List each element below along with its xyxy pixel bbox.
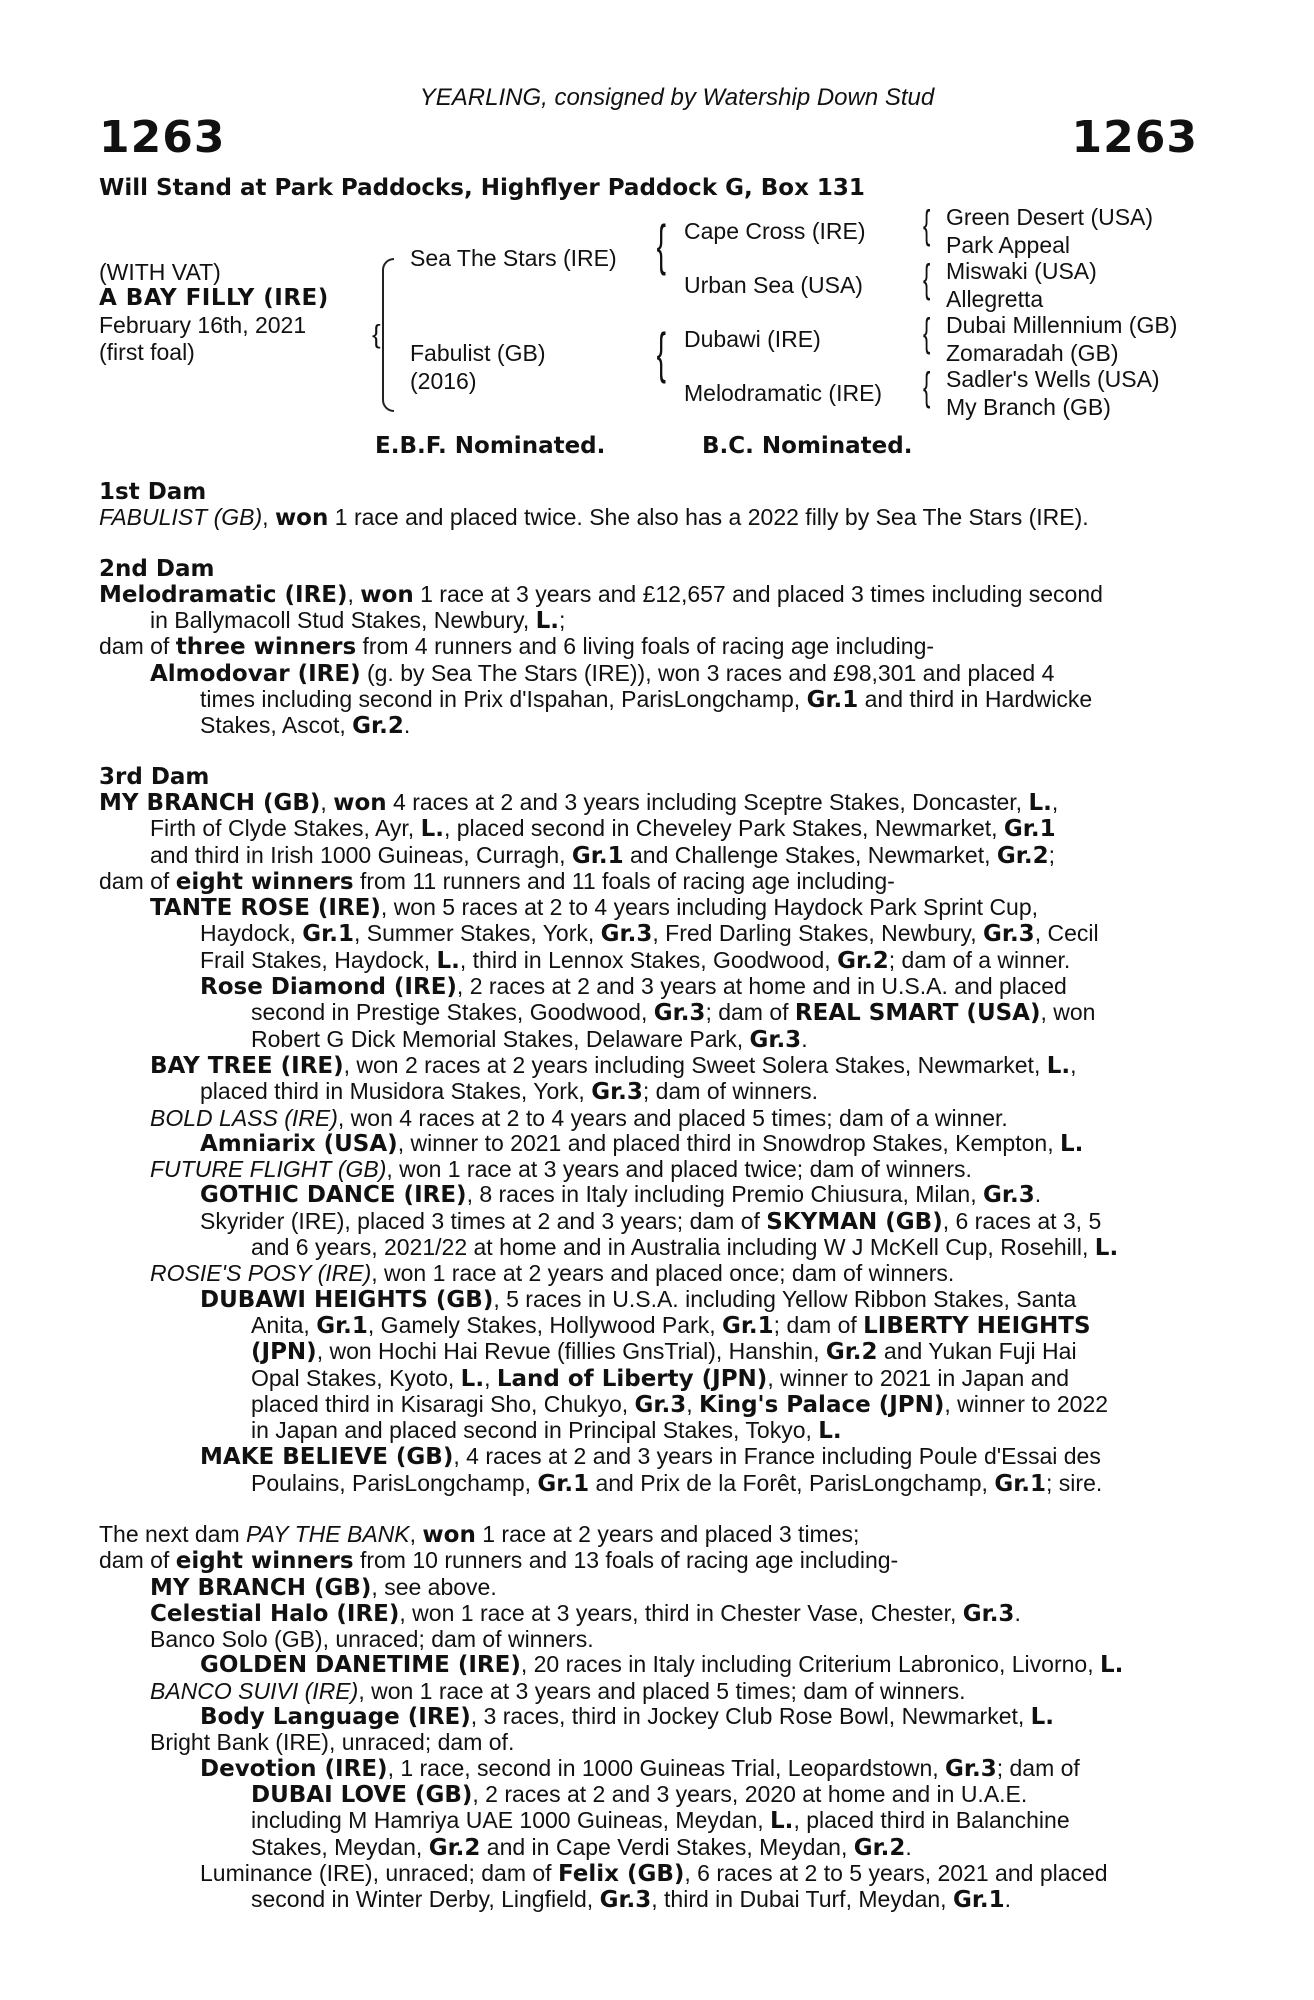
devotion-line: Devotion (IRE), 1 race, second in 1000 Guineas Trial, Leopardstown, Gr.3; dam of [200,1754,1080,1782]
future-flight-line: FUTURE FLIGHT (GB), won 1 race at 3 years and placed twice; dam of winners. [150,1156,972,1183]
golden-danetime-line: GOLDEN DANETIME (IRE), 20 races in Italy including Criterium Labronico, Livorno, L. [200,1651,1124,1679]
pedigree-g4: Allegretta [946,286,1044,312]
pedigree-dam-sire: Dubawi (IRE) [684,326,821,352]
pedigree-brace-3a: { [923,203,931,247]
pedigree-g6: Zomaradah (GB) [946,340,1119,366]
pedigree-g5: Dubai Millennium (GB) [946,312,1178,338]
stand-location: Will Stand at Park Paddocks, Highflyer Paddock G, Box 131 [99,175,865,201]
pedigree-dam-year: (2016) [410,368,477,394]
foaling-date: February 16th, 2021 [99,312,307,338]
pedigree-brace-3c: { [923,311,931,355]
celestial-halo-line: Celestial Halo (IRE), won 1 race at 3 years, third in Chester Vase, Chester, Gr.3. [150,1599,1021,1627]
tante-rose-line3: Frail Stakes, Haydock, L., third in Lennox Stakes, Goodwood, Gr.2; dam of a winner. [200,946,1071,974]
rose-diamond-line2: second in Prestige Stakes, Goodwood, Gr.3; dam of REAL SMART (USA), won [251,999,1096,1027]
rose-diamond-line1: Rose Diamond (IRE), 2 races at 2 and 3 years at home and in U.S.A. and placed [200,973,1067,1001]
pedigree-g2: Park Appeal [946,232,1071,258]
second-dam-line2: in Ballymacoll Stud Stakes, Newbury, L.; [150,607,566,635]
third-dam-line3: and third in Irish 1000 Guineas, Curragh, Gr.1 and Challenge Stakes, Newmarket, Gr.2; [150,841,1055,869]
third-dam-line1: MY BRANCH (GB), won 4 races at 2 and 3 years including Sceptre Stakes, Doncaster, L., [99,788,1059,816]
gothic-dance-line: GOTHIC DANCE (IRE), 8 races in Italy including Premio Chiusura, Milan, Gr.3. [200,1181,1042,1209]
bc-nominated: B.C. Nominated. [702,433,913,459]
bright-bank-line: Bright Bank (IRE), unraced; dam of. [150,1729,515,1756]
pedigree-g3: Miswaki (USA) [946,258,1097,284]
dubai-love-line2: including M Hamriya UAE 1000 Guineas, Meydan, L., placed third in Balanchine [251,1807,1070,1835]
third-dam-heading: 3rd Dam [99,763,210,790]
pedigree-brace-3d: { [923,365,931,409]
pedigree-dam-dam: Melodramatic (IRE) [684,380,883,406]
make-believe-line2: Poulains, ParisLongchamp, Gr.1 and Prix de la Forêt, ParisLongchamp, Gr.1; sire. [251,1469,1103,1497]
dubai-love-line1: DUBAI LOVE (GB), 2 races at 2 and 3 years, 2020 at home and in U.A.E. [251,1780,1028,1808]
luminance-line1: Luminance (IRE), unraced; dam of Felix (GB), 6 races at 2 to 5 years, 2021 and placed [200,1859,1108,1887]
pedigree-dam: Fabulist (GB) [410,340,546,366]
banco-solo-line: Banco Solo (GB), unraced; dam of winners. [150,1626,594,1653]
almodovar-line2: times including second in Prix d'Ispahan, ParisLongchamp, Gr.1 and third in Hardwicke [200,686,1093,714]
amniarix-line: Amniarix (USA), winner to 2021 and placed third in Snowdrop Stakes, Kempton, L. [200,1129,1084,1157]
rose-diamond-line3: Robert G Dick Memorial Stakes, Delaware Park, Gr.3. [251,1025,808,1053]
vat-note: (WITH VAT) [99,259,221,285]
rosies-posy-line: ROSIE'S POSY (IRE), won 1 race at 2 years and placed once; dam of winners. [150,1260,955,1287]
dubawi-heights-line1: DUBAWI HEIGHTS (GB), 5 races in U.S.A. including Yellow Ribbon Stakes, Santa [200,1285,1077,1313]
ebf-nominated: E.B.F. Nominated. [375,433,606,459]
lot-number-right: 1263 [1071,112,1198,163]
third-dam-line2: Firth of Clyde Stakes, Ayr, L., placed second in Cheveley Park Stakes, Newmarket, Gr.1 [150,815,1056,843]
body-language-line: Body Language (IRE), 3 races, third in Jockey Club Rose Bowl, Newmarket, L. [200,1703,1055,1731]
my-branch-ref: MY BRANCH (GB), see above. [150,1573,497,1601]
pedigree-brace-2b: { [656,321,667,384]
dubawi-heights-line2: Anita, Gr.1, Gamely Stakes, Hollywood Park, Gr.1; dam of LIBERTY HEIGHTS [251,1311,1091,1339]
almodovar-line1: Almodovar (IRE) (g. by Sea The Stars (IRE)), won 3 races and £98,301 and placed 4 [150,659,1055,687]
banco-suivi-line: BANCO SUIVI (IRE), won 1 race at 3 years and placed 5 times; dam of winners. [150,1677,966,1704]
first-dam-line: FABULIST (GB), won 1 race and placed twice. She also has a 2022 filly by Sea The Stars (IRE). [99,504,1089,532]
horse-name: A BAY FILLY (IRE) [99,285,329,311]
bay-tree-line1: BAY TREE (IRE), won 2 races at 2 years including Sweet Solera Stakes, Newmarket, L., [150,1051,1077,1079]
pedigree-g7: Sadler's Wells (USA) [946,366,1160,392]
third-dam-produce: dam of eight winners from 11 runners and 11 foals of racing age including- [99,867,895,895]
tante-rose-line1: TANTE ROSE (IRE), won 5 races at 2 to 4 years including Haydock Park Sprint Cup, [150,894,1039,922]
dubawi-heights-line3: (JPN), won Hochi Hai Revue (fillies GnsTrial), Hanshin, Gr.2 and Yukan Fuji Hai [251,1338,1077,1366]
almodovar-line3: Stakes, Ascot, Gr.2. [200,712,411,740]
catalogue-body [99,480,1193,1913]
dubai-love-line3: Stakes, Meydan, Gr.2 and in Cape Verdi Stakes, Meydan, Gr.2. [251,1833,912,1861]
dubawi-heights-line5: placed third in Kisaragi Sho, Chukyo, Gr.3, King's Palace (JPN), winner to 2022 [251,1390,1109,1418]
second-dam-line1: Melodramatic (IRE), won 1 race at 3 years and £12,657 and placed 3 times including second [99,580,1103,608]
next-dam-line: The next dam PAY THE BANK, won 1 race at 2 years and placed 3 times; [99,1520,860,1548]
skyrider-line1: Skyrider (IRE), placed 3 times at 2 and 3 years; dam of SKYMAN (GB), 6 races at 3, 5 [200,1207,1102,1235]
luminance-line2: second in Winter Derby, Lingfield, Gr.3, third in Dubai Turf, Meydan, Gr.1. [251,1886,1012,1914]
next-dam-produce: dam of eight winners from 10 runners and 13 foals of racing age including- [99,1547,899,1575]
dubawi-heights-line4: Opal Stakes, Kyoto, L., Land of Liberty (JPN), winner to 2021 in Japan and [251,1364,1070,1392]
pedigree-brace-2a: { [656,213,667,276]
consignor-line: YEARLING, consigned by Watership Down Stud [419,84,935,111]
pedigree-brace-3b: { [923,257,931,301]
bold-lass-line: BOLD LASS (IRE), won 4 races at 2 to 4 years and placed 5 times; dam of a winner. [150,1104,1008,1131]
pedigree-g1: Green Desert (USA) [946,204,1154,230]
bay-tree-line2: placed third in Musidora Stakes, York, Gr.3; dam of winners. [200,1078,819,1106]
pedigree-brace-point: { [372,319,381,349]
pedigree-g8: My Branch (GB) [946,394,1111,420]
dubawi-heights-line6: in Japan and placed second in Principal Stakes, Tokyo, L. [251,1417,842,1445]
second-dam-heading: 2nd Dam [99,555,215,582]
pedigree-sire-sire: Cape Cross (IRE) [684,218,866,244]
lot-number-left: 1263 [99,112,226,163]
pedigree-sire: Sea The Stars (IRE) [410,245,617,271]
tante-rose-line2: Haydock, Gr.1, Summer Stakes, York, Gr.3, Fred Darling Stakes, Newbury, Gr.3, Cecil [200,920,1099,948]
foal-note: (first foal) [99,339,195,365]
second-dam-produce: dam of three winners from 4 runners and 6 living foals of racing age including- [99,633,935,661]
make-believe-line1: MAKE BELIEVE (GB), 4 races at 2 and 3 years in France including Poule d'Essai des [200,1443,1101,1471]
skyrider-line2: and 6 years, 2021/22 at home and in Australia including W J McKell Cup, Rosehill, L. [251,1234,1119,1262]
pedigree-sire-dam: Urban Sea (USA) [684,272,863,298]
first-dam-heading: 1st Dam [99,479,207,505]
